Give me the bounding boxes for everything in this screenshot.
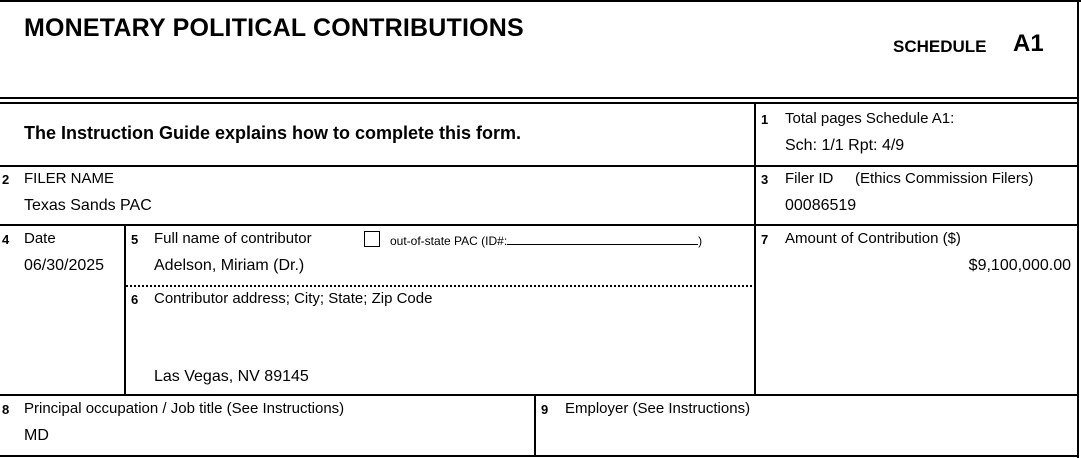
form-title: MONETARY POLITICAL CONTRIBUTIONS — [24, 14, 524, 42]
filer-name-value[interactable]: Texas Sands PAC — [24, 197, 152, 214]
right-border — [1077, 0, 1079, 458]
contributor-address-label: Contributor address; City; State; Zip Code — [154, 290, 433, 307]
filer-name-label: FILER NAME — [24, 170, 115, 187]
out-of-state-pac-label: out-of-state PAC (ID#: — [390, 234, 508, 248]
bottom-border — [0, 455, 1079, 457]
employer-label: Employer (See Instructions) — [565, 400, 751, 417]
row-divider-1 — [0, 165, 1079, 167]
field-6-number: 6 — [131, 292, 139, 307]
contributor-address-value[interactable]: Las Vegas, NV 89145 — [154, 368, 309, 385]
field-5-number: 5 — [131, 232, 139, 247]
field-2-number: 2 — [2, 172, 10, 187]
row-divider-3 — [0, 394, 1079, 396]
total-pages-value[interactable]: Sch: 1/1 Rpt: 4/9 — [785, 137, 905, 154]
filer-id-sublabel: (Ethics Commission Filers) — [855, 170, 1034, 187]
field-8-number: 8 — [2, 402, 10, 417]
out-of-state-pac-id-input[interactable] — [507, 233, 698, 245]
field-1-number: 1 — [761, 112, 769, 127]
date-value[interactable]: 06/30/2025 — [24, 257, 105, 274]
schedule-code: A1 — [1013, 30, 1044, 57]
filer-id-label: Filer ID — [785, 170, 834, 187]
out-of-state-pac-close: ) — [698, 234, 703, 248]
top-border — [0, 0, 1081, 2]
amount-value[interactable]: $9,100,000.00 — [968, 257, 1071, 274]
amount-label: Amount of Contribution ($) — [785, 230, 961, 247]
contributor-address-divider — [126, 285, 756, 287]
field-9-number: 9 — [541, 402, 549, 417]
column-divider-employer — [534, 394, 536, 456]
date-label: Date — [24, 230, 56, 247]
total-pages-label: Total pages Schedule A1: — [785, 110, 955, 127]
column-divider-right — [754, 102, 756, 395]
out-of-state-pac-field — [390, 233, 702, 248]
occupation-value[interactable]: MD — [24, 427, 49, 444]
instruction-text: The Instruction Guide explains how to complete this form. — [24, 123, 522, 143]
out-of-state-pac-checkbox[interactable] — [364, 231, 380, 247]
occupation-label: Principal occupation / Job title (See Instructions) — [24, 400, 345, 417]
row-divider-2 — [0, 224, 1079, 226]
header-divider-top — [0, 97, 1079, 99]
field-7-number: 7 — [761, 232, 769, 247]
schedule-label: SCHEDULE — [893, 37, 987, 56]
column-divider-date — [124, 224, 126, 395]
contributor-name-value[interactable]: Adelson, Miriam (Dr.) — [154, 257, 305, 274]
header-divider-bottom — [0, 102, 1079, 104]
field-3-number: 3 — [761, 172, 769, 187]
filer-id-value[interactable]: 00086519 — [785, 197, 857, 214]
contributor-name-label: Full name of contributor — [154, 230, 312, 247]
field-4-number: 4 — [2, 232, 10, 247]
